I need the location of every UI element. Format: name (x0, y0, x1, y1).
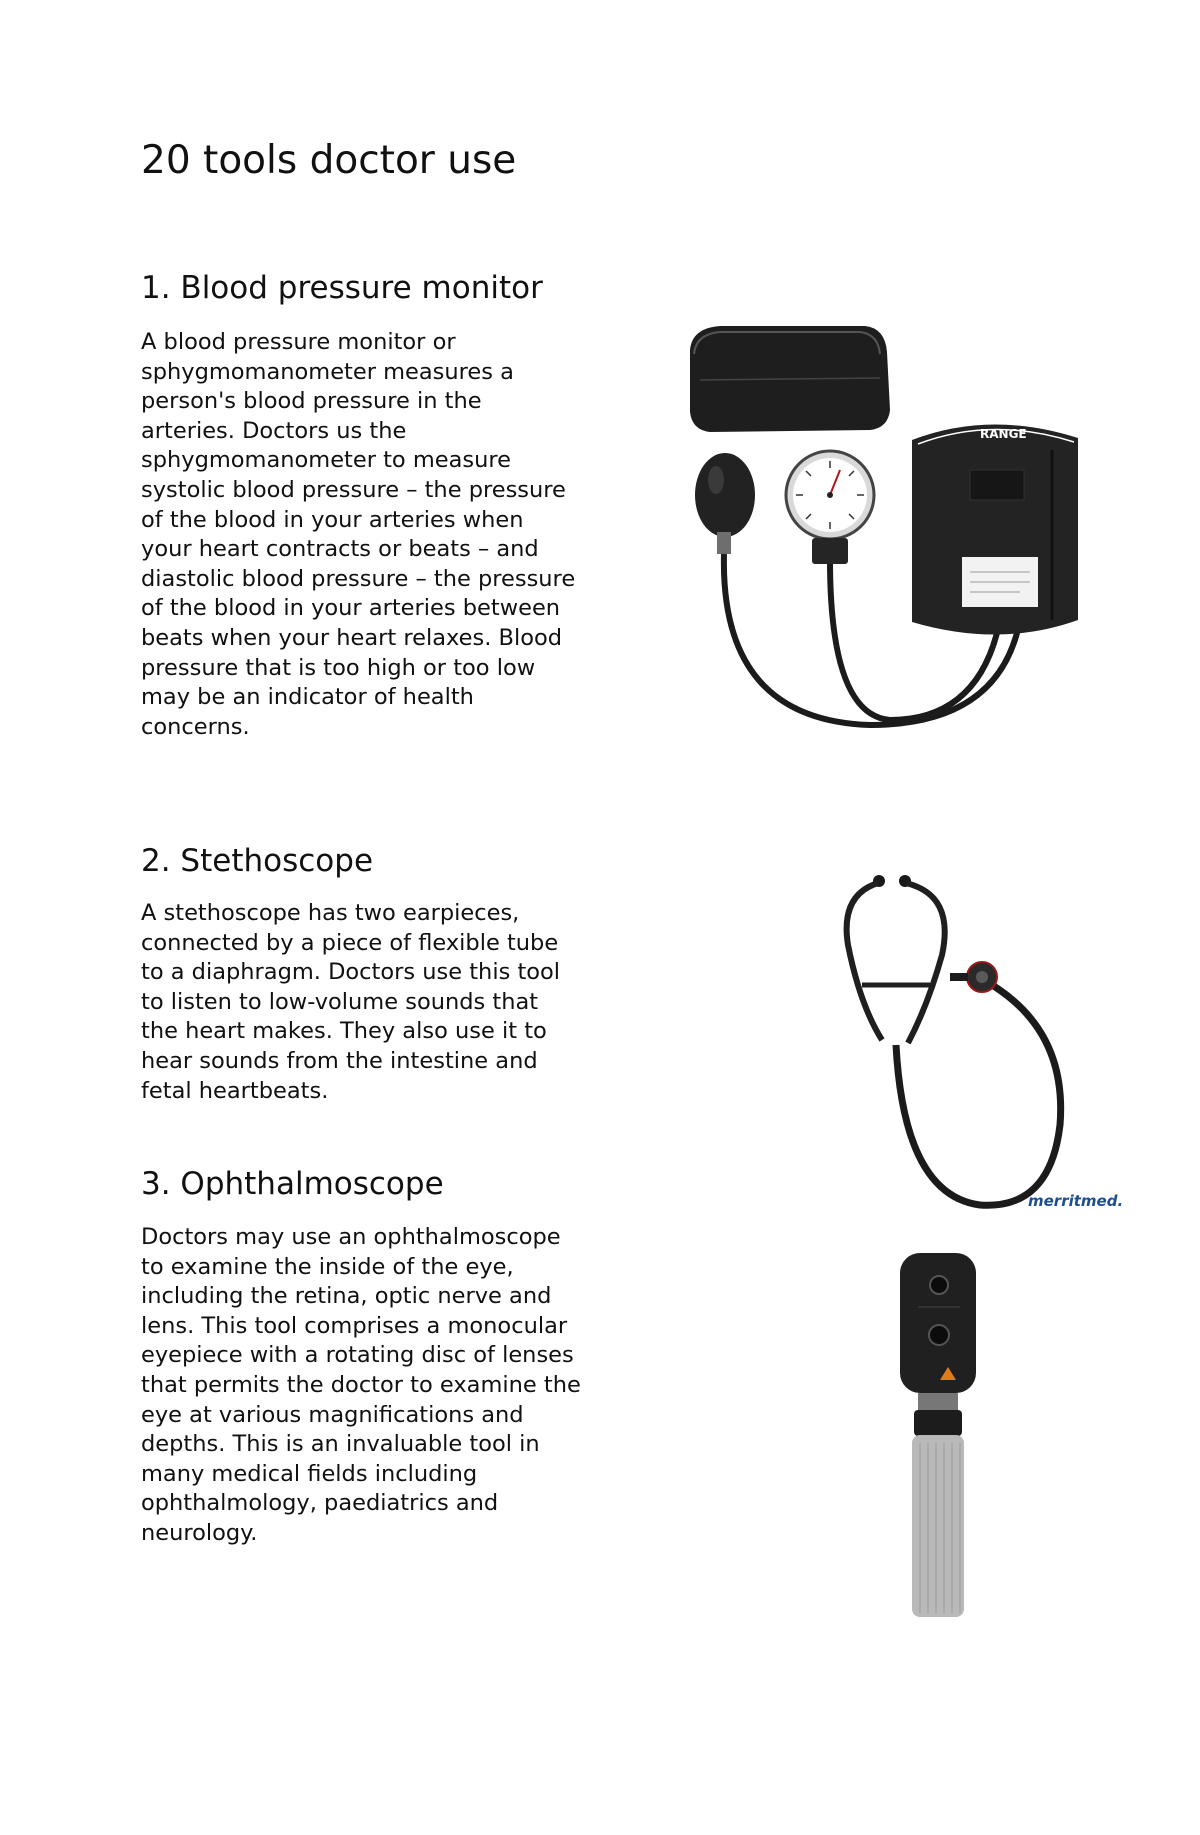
stethoscope-image (820, 865, 1140, 1220)
sphygmomanometer-image (680, 320, 1080, 750)
page-title: 20 tools doctor use (141, 138, 517, 183)
section-body-ophthalmoscope: Doctors may use an ophthalmoscope to examine the inside of the eye, including the retina, optic nerve and lens. This tool comprises a monocular eyepiece with a rotating disc of lenses that permits the doctor to examine the eye at various magnifications and depths. This is an invaluable tool in many medical fields including ophthalmology, paediatrics and neurology. (141, 1224, 581, 1546)
section-heading-blood-pressure-monitor: 1. Blood pressure monitor (141, 270, 543, 306)
svg-text:merritmed.: merritmed. (1028, 1192, 1124, 1210)
section-heading-stethoscope: 2. Stethoscope (141, 843, 374, 879)
section-body-stethoscope: A stethoscope has two earpieces, connected by a piece of flexible tube to a diaphragm. Doctors use this tool to listen to low-volume sounds that the heart makes. They also use it to hear sounds from the intestine and fetal heartbeats. (141, 900, 561, 1104)
section-body-blood-pressure-monitor: A blood pressure monitor or sphygmomanometer measures a person's blood pressure in the arteries. Doctors us the sphygmomanometer to measure systolic blood pressure – the pressure of the blood in your arteries when your heart contracts or beats – and diastolic blood pressure – the pressure of the blood in your arteries between beats when your heart relaxes. Blood pressure that is too high or too low may be an indicator of health concerns. (141, 329, 576, 740)
section-heading-ophthalmoscope: 3. Ophthalmoscope (141, 1166, 444, 1202)
svg-text:RANGE: RANGE (980, 427, 1027, 441)
ophthalmoscope-image (890, 1245, 1000, 1625)
